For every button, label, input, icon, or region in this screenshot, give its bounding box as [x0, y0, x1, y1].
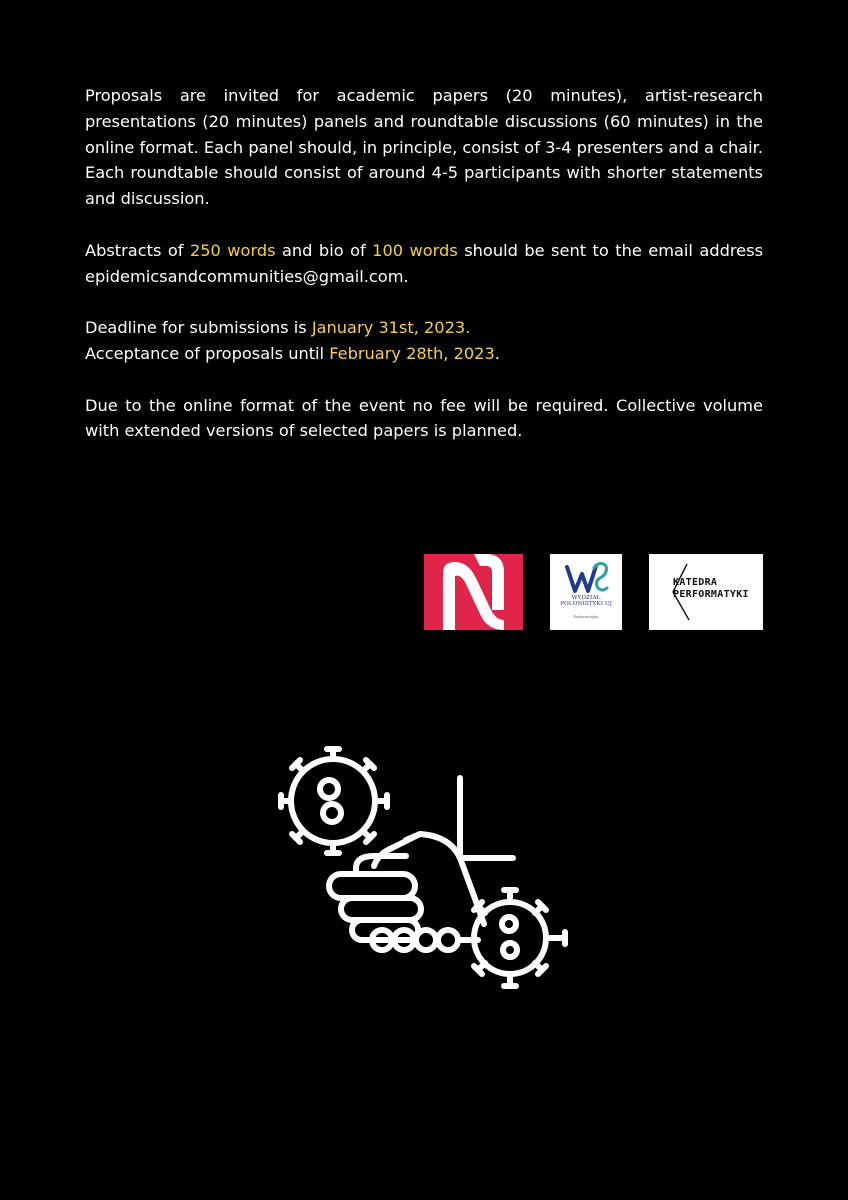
- proposal-formats-paragraph: Proposals are invited for academic papers (20 minutes), artist-research presentations (20 minutes) panels and roundtable discussions (60 minutes) in the online format. Each panel should, in principle, consist of 3-4 presenters and a chair. Each roundtable should consist of around 4-5 participants with shorter statements and discussion.: [85, 86, 763, 209]
- deadline-date: January 31st, 2023.: [311, 318, 471, 338]
- abstract-text-a: Abstracts of: [85, 240, 190, 260]
- ns-logo: [424, 554, 523, 630]
- handshake-with-viruses-icon: [270, 740, 580, 1000]
- call-for-papers-text: [85, 83, 763, 444]
- wp-emblem-icon: [550, 554, 622, 594]
- acceptance-period: .: [494, 343, 500, 363]
- acceptance-label: Acceptance of proposals until: [85, 343, 330, 363]
- wydzial-polonistyki-logo: [550, 554, 622, 630]
- abstract-text-c: should be sent to the email address epidemicsandcommunities@gmail.com.: [85, 240, 763, 286]
- partner-logos: [0, 554, 848, 630]
- abstract-text-b: and bio of: [275, 240, 373, 260]
- katedra-name: KATEDRA PERFORMATYKI: [673, 577, 749, 600]
- wydzial-subtitle: Performatyka: [573, 615, 599, 619]
- abstract-word-limit: 250 words: [189, 240, 276, 260]
- acceptance-date: February 28th, 2023: [329, 343, 495, 363]
- deadline-label: Deadline for submissions is: [85, 318, 312, 338]
- fee-volume-paragraph: Due to the online format of the event no fee will be required. Collective volume with extended versions of selected papers is planned.: [85, 395, 763, 441]
- abstract-guidelines-paragraph: [85, 238, 763, 290]
- katedra-performatyki-logo: [649, 554, 763, 630]
- ns-logo-mark: [424, 554, 523, 630]
- dates-paragraph: [85, 315, 763, 367]
- wydzial-name: WYDZIAŁ POLONISTYKI UJ: [560, 595, 612, 608]
- bio-word-limit: 100 words: [372, 240, 458, 260]
